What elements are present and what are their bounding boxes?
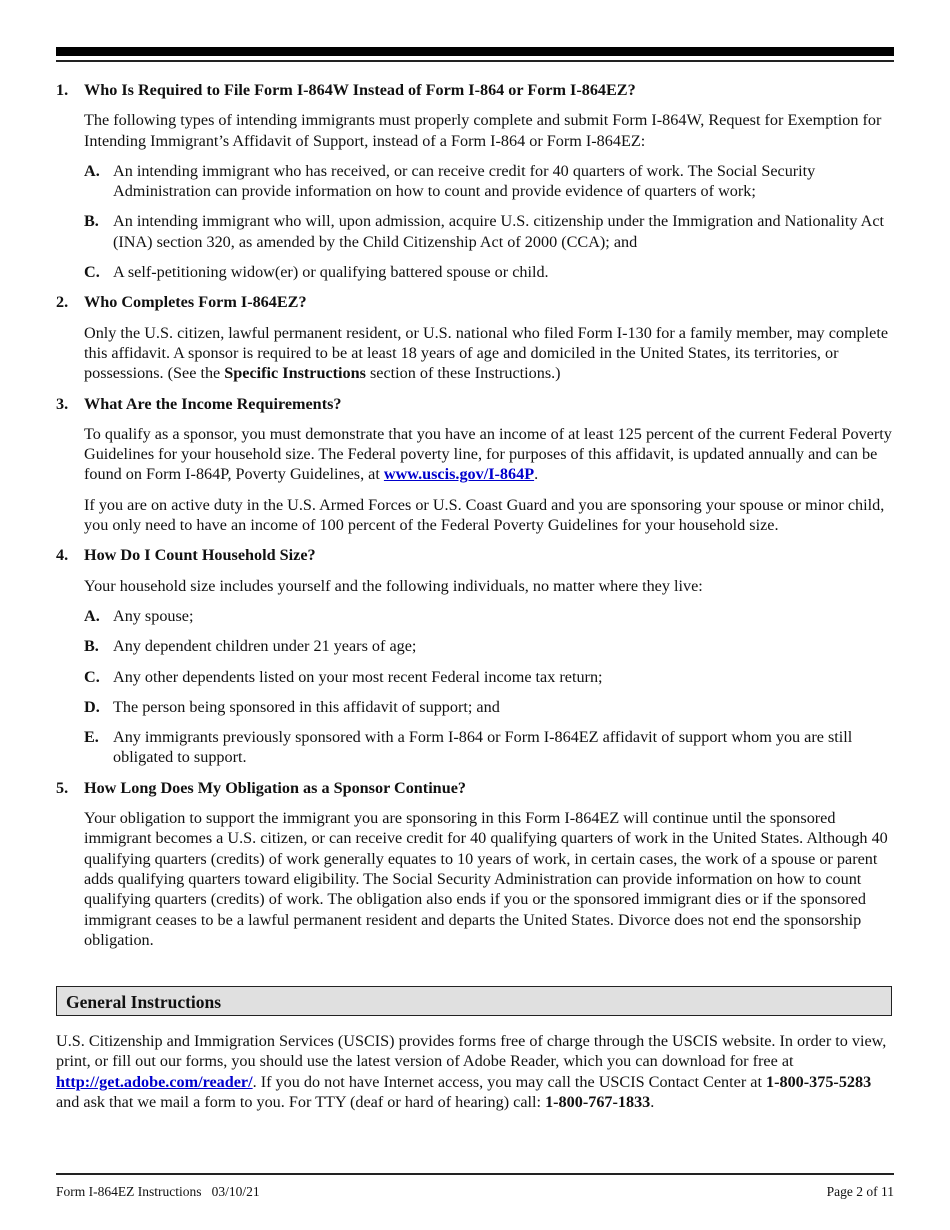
list-item <box>56 667 894 687</box>
item-text: Any immigrants previously sponsored with a Form I-864 or Form I-864EZ affidavit of support whom you are still obligated to support. <box>113 728 853 767</box>
paragraph: Your household size includes yourself and the following individuals, no matter where they live: <box>84 576 703 595</box>
text: section of these Instructions.) <box>365 364 561 383</box>
paragraph: Your obligation to support the immigrant you are sponsoring in this Form I-864EZ will continue until the sponsored immigrant becomes a U.S. citizen, or can receive credit for 40 qualifying quarters of work in the United States. Although 40 qualifying quarters (credits) of work generally equates to 10 years of work, in certain cases, the work of a spouse or parent adds qualifying quarters toward eligibility. The Social Security Administration can provide information on how to count qualifying quarters (credits) of work. The obligation also ends if you or the sponsored immigrant dies or if the sponsored immigrant ceases to be a lawful permanent resident and departs the United States. Divorce does not end the sponsorship obligation. <box>84 809 888 949</box>
question-title: Who Is Required to File Form I-864W Instead of Form I-864 or Form I-864EZ? <box>84 81 636 99</box>
question-heading <box>56 80 894 100</box>
paragraph: If you are on active duty in the U.S. Armed Forces or U.S. Coast Guard and you are sponsoring your spouse or minor child, you only need to have an income of 100 percent of the Federal Poverty Guidelines for your household size. <box>84 495 885 535</box>
item-text: Any other dependents listed on your most recent Federal income tax return; <box>113 667 603 686</box>
item-text: A self-petitioning widow(er) or qualifying battered spouse or child. <box>113 263 549 282</box>
item-letter: D. <box>84 697 100 716</box>
question-heading <box>56 292 894 312</box>
question-heading <box>56 545 894 565</box>
question-title: What Are the Income Requirements? <box>84 394 342 413</box>
question-1 <box>56 80 894 282</box>
text: . If you do not have Internet access, you may call the USCIS Contact Center at <box>252 1072 766 1091</box>
text: U.S. Citizenship and Immigration Services (USCIS) provides forms free of charge through the USCIS website. In order to view, print, or fill out our forms, you should use the latest version of Adobe Reader, which you can download for free at <box>56 1032 887 1071</box>
text: To qualify as a sponsor, you must demonstrate that you have an income of at least 125 percent of the current Federal Poverty Guidelines for your household size. The Federal poverty line, for purposes of this affidavit, is updated annually and can be found on Form I-864P, Poverty Guidelines, at <box>84 424 892 484</box>
item-letter: B. <box>84 637 99 656</box>
item-letter: A. <box>84 606 100 625</box>
item-letter: C. <box>84 667 100 686</box>
list-item <box>56 606 894 626</box>
bold-reference: Specific Instructions <box>224 364 366 383</box>
paragraph <box>84 323 894 384</box>
question-5 <box>56 778 894 950</box>
question-3 <box>56 394 894 536</box>
question-number: 4. <box>56 546 69 565</box>
question-number: 1. <box>56 81 69 99</box>
list-item <box>56 262 894 282</box>
text: . <box>650 1092 655 1111</box>
adobe-reader-link[interactable]: http://get.adobe.com/reader/ <box>56 1072 253 1091</box>
item-letter: B. <box>84 212 99 231</box>
question-number: 5. <box>56 778 69 797</box>
section-title: General Instructions <box>66 992 222 1012</box>
footer-form-id: Form I-864EZ Instructions 03/10/21 <box>56 1184 260 1199</box>
text: Only the U.S. citizen, lawful permanent resident, or U.S. national who filed Form I-130 for a family member, may complete this affidavit. A sponsor is required to be at least 18 years of age and domiciled in the United States, its territories, or possessions. (See the <box>84 323 889 383</box>
text: and ask that we mail a form to you. For TTY (deaf or hard of hearing) call: <box>56 1092 546 1111</box>
list-item <box>56 211 894 252</box>
content <box>56 80 894 960</box>
item-letter: E. <box>84 728 99 747</box>
question-heading <box>56 778 894 798</box>
question-4 <box>56 545 894 767</box>
question-number: 3. <box>56 394 69 413</box>
list-item <box>56 161 894 202</box>
header-thin-rule <box>56 60 894 62</box>
footer-rule <box>56 1173 894 1175</box>
header-thick-rule <box>56 47 894 56</box>
question-title: How Long Does My Obligation as a Sponsor Continue? <box>84 778 466 797</box>
question-title: How Do I Count Household Size? <box>84 546 316 565</box>
general-instructions-paragraph <box>56 1031 894 1112</box>
tty-phone: 1-800-767-1833 <box>545 1092 651 1111</box>
item-text: An intending immigrant who has received, or can receive credit for 40 quarters of work. The Social Security Administration can provide information on how to count and provide evidence of quarters of work; <box>113 161 816 201</box>
item-letter: A. <box>84 161 100 180</box>
contact-center-phone: 1-800-375-5283 <box>766 1072 872 1091</box>
general-instructions-header <box>56 986 892 1016</box>
question-heading <box>56 394 894 414</box>
paragraph: The following types of intending immigrants must properly complete and submit Form I-864W, Request for Exemption for Intending Immigrant’s Affidavit of Support, instead of a Form I-864 or Form I-864EZ: <box>84 111 882 150</box>
item-text: Any dependent children under 21 years of age; <box>113 637 417 656</box>
list-item <box>56 697 894 717</box>
question-2 <box>56 292 894 383</box>
poverty-guidelines-link[interactable]: www.uscis.gov/I-864P <box>383 465 535 484</box>
question-title: Who Completes Form I-864EZ? <box>84 293 307 312</box>
list-item <box>56 727 894 768</box>
paragraph <box>84 424 894 485</box>
item-letter: C. <box>84 263 100 282</box>
footer-page-number: Page 2 of 11 <box>826 1184 894 1199</box>
item-text: An intending immigrant who will, upon admission, acquire U.S. citizenship under the Immigration and Nationality Act (INA) section 320, as amended by the Child Citizenship Act of 2000 (CCA); and <box>113 212 885 251</box>
item-text: Any spouse; <box>113 606 194 625</box>
text: . <box>534 465 539 484</box>
item-text: The person being sponsored in this affidavit of support; and <box>113 697 500 716</box>
list-item <box>56 636 894 656</box>
question-number: 2. <box>56 293 69 312</box>
